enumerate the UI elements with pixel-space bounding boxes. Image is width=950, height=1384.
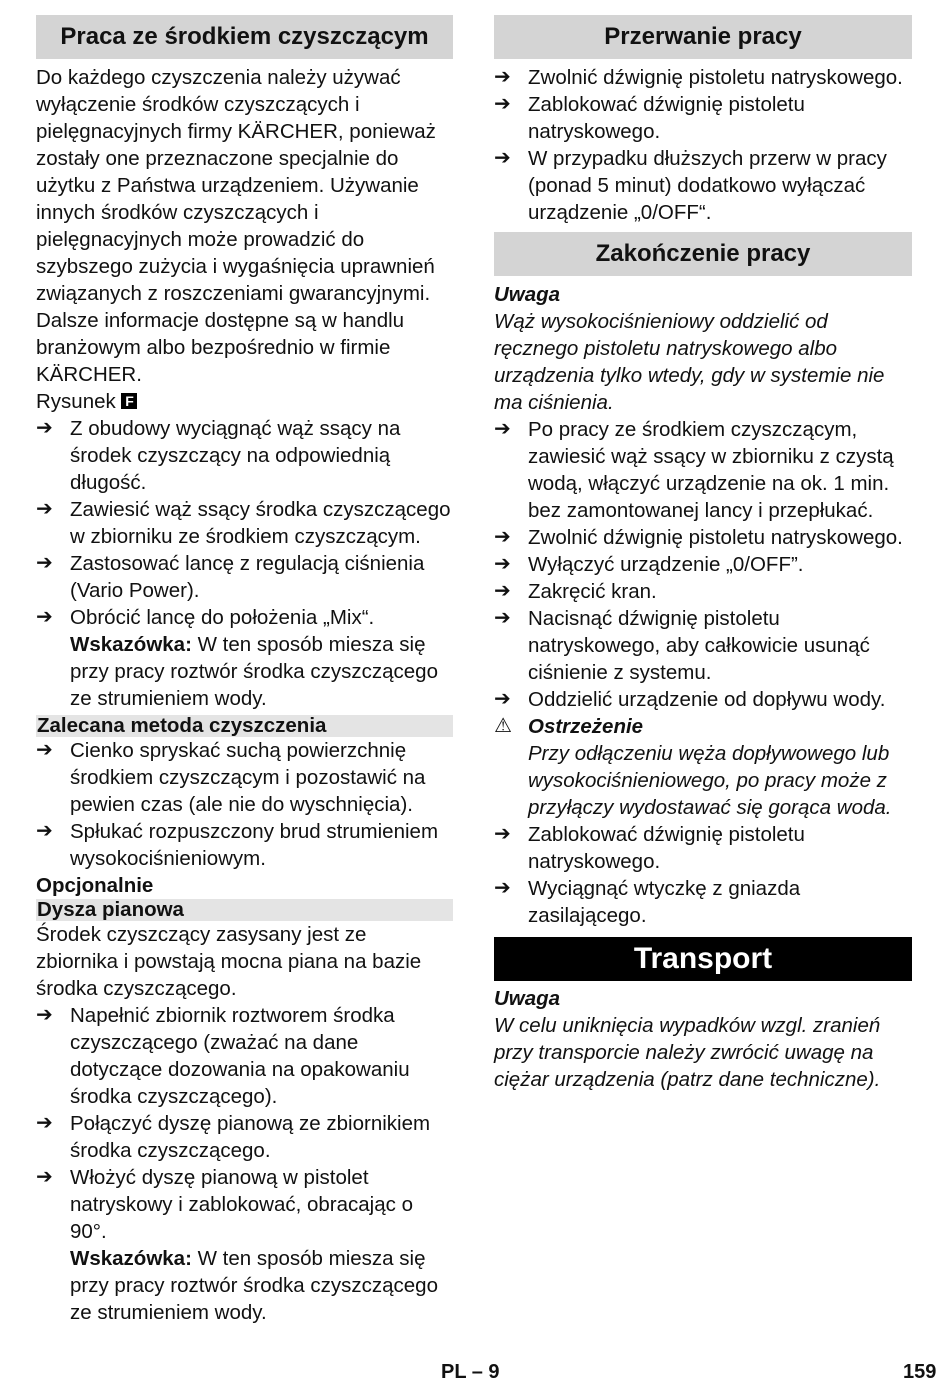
list-item: ➔ Zwolnić dźwignię pistoletu natryskowego. (494, 526, 903, 549)
note-label: Wskazówka: (70, 1247, 192, 1270)
arrow-right-icon: ➔ (494, 607, 511, 629)
arrow-right-icon: ➔ (36, 606, 53, 628)
list-item: ➔ Nacisnąć dźwignię pistoletu natryskowego, aby całkowicie usunąć ciśnienie z systemu. (494, 607, 870, 684)
note-text: W celu uniknięcia wypadków wzgl. zranień przy transporcie należy zwrócić uwagę na ciężar urządzenia (patrz dane techniczne). (494, 1014, 881, 1091)
warning-block (494, 713, 912, 821)
note-label: Wskazówka: (70, 633, 192, 656)
optional-heading: Opcjonalnie (36, 874, 154, 897)
subsection-title-method: Zalecana metoda czyszczenia (36, 715, 453, 737)
right-column (494, 15, 912, 1093)
note-label: Uwaga (494, 283, 561, 306)
list-item: ➔ Z obudowy wyciągnąć wąż ssący na środek czyszczący na odpowiednią długość. (36, 417, 401, 494)
arrow-right-icon: ➔ (36, 820, 53, 842)
warning-text: Przy odłączeniu węża dopływowego lub wysokociśnieniowego, po pracy może z przyłączy wydostawać się gorąca woda. (528, 742, 892, 819)
subsection-title-foam: Dysza pianowa (36, 899, 453, 921)
warning-label: Ostrzeżenie (528, 715, 644, 738)
section-title-interrupt: Przerwanie pracy (494, 15, 912, 59)
arrow-right-icon: ➔ (494, 526, 511, 548)
list-item: ➔ Zakręcić kran. (494, 580, 657, 603)
page-number: 159 (903, 1361, 937, 1383)
note-text: Wąż wysokociśnieniowy oddzielić od ręcznego pistoletu natryskowego albo urządzenia tylko wtedy, gdy w systemie nie ma ciśnienia. (494, 310, 885, 414)
note-text: W ten sposób miesza się przy pracy roztwór środka czyszczącego ze strumieniem wody. (70, 633, 438, 710)
list-item: ➔ Cienko spryskać suchą powierzchnię środkiem czyszczącym i pozostawić na pewien czas (ale nie do wyschnięcia). (36, 739, 426, 816)
arrow-right-icon: ➔ (36, 1112, 53, 1134)
list-item: ➔ Napełnić zbiornik roztworem środka czyszczącego (zważać na dane dotyczące dozowania na opakowaniu środka czyszczącego). (36, 1004, 410, 1108)
list-item: ➔ Zwolnić dźwignię pistoletu natryskowego. (494, 66, 903, 89)
arrow-right-icon: ➔ (36, 1166, 53, 1188)
steps-list-3 (36, 1002, 453, 1326)
foam-intro: Środek czyszczący zasysany jest ze zbiornika i powstają mocna piana na bazie środka czyszczącego. (36, 923, 422, 1000)
list-item: ➔ Zawiesić wąż ssący środka czyszczącego w zbiorniku ze środkiem czyszczącym. (36, 498, 451, 548)
list-item: ➔ Po pracy ze środkiem czyszczącym, zawiesić wąż ssący w zbiorniku z czystą wodą, włączyć urządzenie na ok. 1 min. bez zamontowanej lancy i przepłukać. (494, 418, 894, 522)
arrow-right-icon: ➔ (36, 498, 53, 520)
note-text: W ten sposób miesza się przy pracy roztwór środka czyszczącego ze strumieniem wody. (70, 1247, 438, 1324)
list-item: ➔ Wyłączyć urządzenie „0/OFF”. (494, 553, 804, 576)
section-title-end: Zakończenie pracy (494, 232, 912, 276)
arrow-right-icon: ➔ (494, 688, 511, 710)
list-item: ➔ Włożyć dyszę pianową w pistolet natryskowy i zablokować, obracając o 90°. Wskazówka: W ten sposób miesza się przy pracy roztwór środka czyszczącego ze strumieniem wody. (36, 1166, 438, 1324)
end-steps-2 (494, 821, 912, 929)
arrow-right-icon: ➔ (36, 552, 53, 574)
list-item: ➔ Zablokować dźwignię pistoletu natryskowego. (494, 93, 805, 143)
list-item: ➔ Spłukać rozpuszczony brud strumieniem wysokociśnieniowym. (36, 820, 439, 870)
arrow-right-icon: ➔ (36, 1004, 53, 1026)
arrow-right-icon: ➔ (494, 553, 511, 575)
list-item: ➔ Obrócić lancę do położenia „Mix“. Wskazówka: W ten sposób miesza się przy pracy roztwór środka czyszczącego ze strumieniem wody. (36, 606, 438, 710)
arrow-right-icon: ➔ (494, 147, 511, 169)
arrow-right-icon: ➔ (494, 823, 511, 845)
list-item: ➔ Połączyć dyszę pianową ze zbiornikiem środka czyszczącego. (36, 1112, 431, 1162)
section-title-transport: Transport (494, 937, 912, 981)
arrow-right-icon: ➔ (494, 93, 511, 115)
warning-triangle-icon: ⚠ (494, 715, 512, 737)
arrow-right-icon: ➔ (36, 739, 53, 761)
interrupt-steps (494, 64, 912, 226)
end-steps (494, 416, 912, 713)
list-item: ➔ Zastosować lancę z regulacją ciśnienia (Vario Power). (36, 552, 425, 602)
list-item: ➔ Oddzielić urządzenie od dopływu wody. (494, 688, 886, 711)
figure-label: Rysunek (36, 390, 116, 413)
steps-list-1 (36, 415, 453, 712)
steps-list-2 (36, 737, 453, 872)
list-item: ➔ Zablokować dźwignię pistoletu natryskowego. (494, 823, 805, 873)
list-item: ➔ Wyciągnąć wtyczkę z gniazda zasilającego. (494, 877, 801, 927)
arrow-right-icon: ➔ (494, 418, 511, 440)
arrow-right-icon: ➔ (494, 877, 511, 899)
figure-badge: F (121, 393, 137, 409)
section-title-cleaning-agent: Praca ze środkiem czyszczącym (36, 15, 453, 59)
arrow-right-icon: ➔ (494, 66, 511, 88)
list-item: ➔ W przypadku dłuższych przerw w pracy (ponad 5 minut) dodatkowo wyłączać urządzenie „0/OFF“. (494, 147, 887, 224)
page-label: PL – 9 (441, 1361, 500, 1383)
arrow-right-icon: ➔ (494, 580, 511, 602)
left-column (36, 15, 453, 1326)
note-label: Uwaga (494, 987, 561, 1010)
arrow-right-icon: ➔ (36, 417, 53, 439)
intro-paragraph: Do każdego czyszczenia należy używać wyłączenie środków czyszczących i pielęgnacyjnych firmy KÄRCHER, ponieważ zostały one przeznaczone specjalnie do użytku z Państwa urządzeniem. Używanie innych środków czyszczących i pielęgnacyjnych może prowadzić do szybszego zużycia i wygaśnięcia uprawnień związanych z roszczeniami gwarancyjnymi. Dalsze informacje dostępne są w handlu branżowym albo bezpośrednio w firmie KÄRCHER. Rysunek F (36, 66, 436, 413)
